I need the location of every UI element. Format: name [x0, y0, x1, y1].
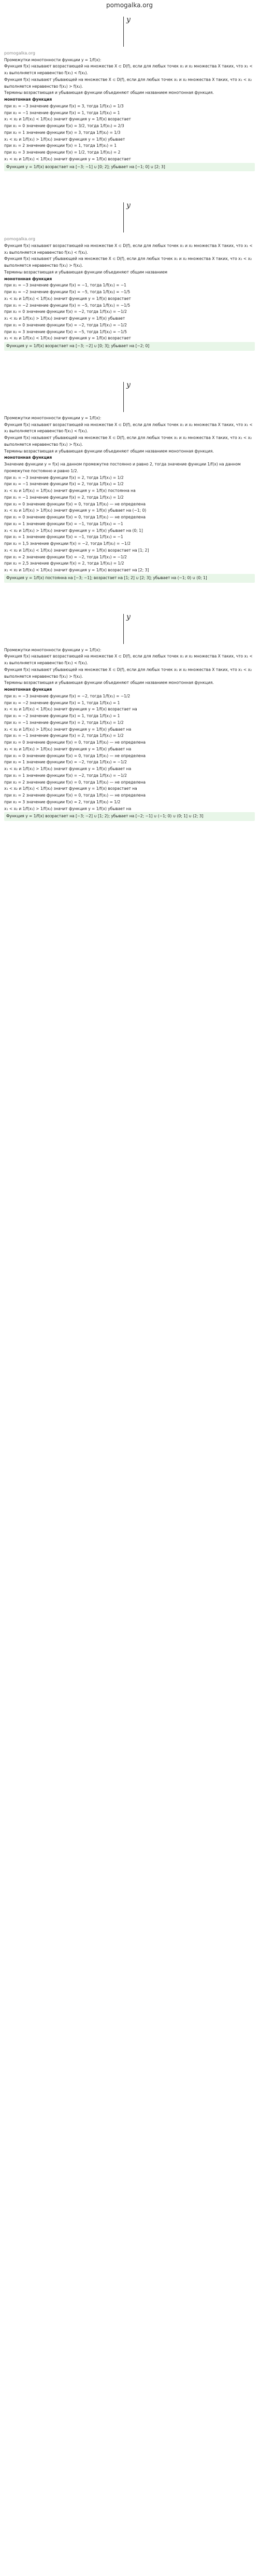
section-separator — [0, 587, 259, 608]
answer-box: Функция y = 1/f(x) возрастает на [−3; −2] ∪ [1; 2); убывает на [−2; −1] ∪ (−1; 0) ∪ (0; 1] ∪ (2; 3] — [4, 812, 255, 821]
solution-line: при x₁ = 0 значение функции f(x) = −2, тогда 1/f(x₁) = −1/2 — [4, 322, 127, 327]
solution-line: при x₁ = 0 значение функции f(x) = 0, тогда 1/f(x₁) — не определена — [4, 753, 146, 758]
solution-line: Промежутки монотонности функции y = 1/f(x): — [4, 57, 102, 62]
solution-line: x₁ < x₂ и 1/f(x₁) > 1/f(x₂) значит функция y = 1/f(x) убывает на — [4, 746, 132, 751]
section-heading: монотонная функция — [4, 276, 52, 281]
y-axis-label: y — [126, 201, 131, 210]
solution-line: Функция f(x) называют убывающей на множестве X ⊂ D(f), если для любых точек x₁ и x₂ множества X таких, что x₁ < x₂ выполняется неравенство f(x₁) > f(x₂). — [4, 256, 252, 268]
site-header[interactable] — [0, 0, 259, 10]
solution-line: x₁ < x₂ и 1/f(x₁) < 1/f(x₂) значит функция y = 1/f(x) возрастает на — [4, 786, 137, 791]
solution-line: Функция f(x) называют убывающей на множестве X ⊂ D(f), если для любых точек x₁ и x₂ множества X таких, что x₁ < x₂ выполняется неравенство f(x₁) > f(x₂). — [4, 435, 252, 447]
solution-line: при x₂ = 3 значение функции f(x) = −5, тогда 1/f(x₂) = −1/5 — [4, 329, 127, 334]
solution-block-4 — [0, 608, 259, 826]
solution-line: при x₁ = −3 значение функции f(x) = −1, тогда 1/f(x₁) = −1 — [4, 283, 126, 288]
y-axis — [123, 614, 124, 644]
section-heading: монотонная функция — [4, 97, 52, 102]
solution-line: при x₂ = −2 значение функции f(x) = 1, тогда 1/f(x₂) = 1 — [4, 700, 120, 705]
solution-line: x₁ < x₂ и 1/f(x₁) < 1/f(x₂) значит функция y = 1/f(x) возрастает на [1; 2] — [4, 547, 149, 553]
solution-block-2 — [0, 196, 259, 355]
section-heading: монотонная функция — [4, 455, 52, 460]
solution-line: x₁ < x₂ и 1/f(x₁) > 1/f(x₂) значит функция y = 1/f(x) убывает на (0; 1] — [4, 528, 143, 533]
graph-figure — [4, 611, 255, 647]
solution-line: x₁ < x₂ и 1/f(x₁) > 1/f(x₂) значит функция y = 1/f(x) убывает — [4, 316, 125, 321]
solution-line: при x₂ = 2,5 значение функции f(x) = 2, тогда 1/f(x₂) = 1/2 — [4, 561, 124, 566]
solution-line: при x₂ = 0 значение функции f(x) = 0, тогда 1/f(x₂) — не определена — [4, 501, 146, 506]
solution-line: при x₁ = 2 значение функции f(x) = 1, тогда 1/f(x₁) = 1 — [4, 143, 117, 148]
solution-line: при x₁ = −3 значение функции f(x) = 2, тогда 1/f(x₁) = 1/2 — [4, 475, 124, 480]
content — [0, 10, 259, 846]
answer-box: Функция y = 1/f(x) возрастает на [−3; −2] ∪ [0; 3]; убывает на [−2; 0] — [4, 342, 255, 351]
solution-line: x₁ < x₂ и 1/f(x₁) > 1/f(x₂) значит функция y = 1/f(x) убывает — [4, 136, 125, 142]
solution-block-1 — [0, 10, 259, 175]
y-axis-label: y — [126, 380, 131, 389]
answer-box: Функция y = 1/f(x) возрастает на [−3; −1] ∪ [0; 2]; убывает на [−1; 0] ∪ [2; 3] — [4, 163, 255, 172]
y-axis-label: y — [126, 16, 131, 24]
solution-line: x₁ < x₂ и 1/f(x₁) < 1/f(x₂) значит функция y = 1/f(x) возрастает — [4, 156, 131, 161]
solution-line: при x₂ = 1 значение функции f(x) = −1, тогда 1/f(x₂) = −1 — [4, 521, 123, 526]
solution-line: при x₂ = −1 значение функции f(x) = 2, тогда 1/f(x₂) = 1/2 — [4, 482, 124, 487]
solution-line: x₁ < x₂ и 1/f(x₁) < 1/f(x₂) значит функция y = 1/f(x) возрастает — [4, 296, 131, 301]
solution-line: Термины возрастающая и убывающая функции объединяют общим названием монотонная функция. — [4, 90, 214, 95]
solution-line: при x₁ = −3 значение функции f(x) = −2, тогда 1/f(x₁) = −1/2 — [4, 693, 131, 698]
solution-line: x₁ < x₂ и 1/f(x₁) < 1/f(x₂) значит функция y = 1/f(x) возрастает на — [4, 707, 137, 712]
solution-line: x₁ < x₂ и 1/f(x₁) > 1/f(x₂) значит функция y = 1/f(x) убывает на (−1; 0) — [4, 508, 147, 513]
y-axis-label: y — [126, 612, 131, 621]
solution-line: при x₂ = 2 значение функции f(x) = 0, тогда 1/f(x₂) — не определена — [4, 779, 146, 785]
solution-line: Функция f(x) называют возрастающей на множестве X ⊂ D(f), если для любых точек x₁ и x₂ множества X таких, что x₁ < x₂ выполняется неравенство f(x₁) < f(x₂). — [4, 64, 253, 76]
section-heading: монотонная функция — [4, 687, 52, 692]
solution-line: Функция f(x) называют возрастающей на множестве X ⊂ D(f), если для любых точек x₁ и x₂ множества X таких, что x₁ < x₂ выполняется неравенство f(x₁) < f(x₂). — [4, 243, 253, 255]
section-separator — [0, 825, 259, 846]
solution-line: x₁ < x₂ и 1/f(x₁) < 1/f(x₂) значит функция y = 1/f(x) возрастает на [2; 3] — [4, 568, 149, 573]
graph-figure — [4, 13, 255, 50]
solution-line: Термины возрастающая и убывающая функции объединяют общим названием монотонная функция. — [4, 680, 214, 686]
solution-line: x₁ < x₂ и 1/f(x₁) < 1/f(x₂) значит функция y = 1/f(x) возрастает — [4, 336, 131, 341]
section-separator — [0, 355, 259, 376]
solution-line: x₁ < x₂ и 1/f(x₁) > 1/f(x₂) значит функция y = 1/f(x) убывает на — [4, 727, 132, 732]
solution-line: при x₁ = 0 значение функции f(x) = 3/2, тогда 1/f(x₁) = 2/3 — [4, 124, 124, 129]
solution-line: при x₁ = −1 значение функции f(x) = 2, тогда 1/f(x₁) = 1/2 — [4, 495, 124, 500]
solution-line: при x₂ = −1 значение функции f(x) = 1, тогда 1/f(x₂) = 1 — [4, 110, 120, 115]
solution-line: при x₂ = 1 значение функции f(x) = 3, тогда 1/f(x₂) = 1/3 — [4, 130, 121, 135]
solution-line: при x₁ = −3 значение функции f(x) = 3, тогда 1/f(x₁) = 1/3 — [4, 103, 124, 108]
y-axis — [123, 17, 124, 47]
watermark-text[interactable]: pomogalka.org — [4, 51, 35, 56]
solution-line: Промежутки монотонности функции y = 1/f(x): — [4, 415, 102, 420]
solution-line: Термины возрастающая и убывающая функции объединяют общим названием монотонная функция. — [4, 448, 214, 454]
solution-line: x₁ < x₂ и 1/f(x₁) < 1/f(x₂) значит функция y = 1/f(x) возрастает — [4, 117, 131, 122]
solution-line: при x₂ = 3 значение функции f(x) = 1/2, тогда 1/f(x₂) = 2 — [4, 150, 121, 155]
solution-line: Функция f(x) называют убывающей на множестве X ⊂ D(f), если для любых точек x₁ и x₂ множества X таких, что x₁ < x₂ выполняется неравенство f(x₁) > f(x₂). — [4, 77, 252, 89]
y-axis — [123, 382, 124, 412]
solution-line: при x₁ = 2 значение функции f(x) = 0, тогда 1/f(x₁) — не определена — [4, 793, 146, 798]
solution-line: при x₂ = 0 значение функции f(x) = −2, тогда 1/f(x₂) = −1/2 — [4, 309, 127, 314]
solution-line: при x₁ = −2 значение функции f(x) = 1, тогда 1/f(x₁) = 1 — [4, 714, 120, 719]
solution-line: при x₁ = 0 значение функции f(x) = 0, тогда 1/f(x₁) — не определена — [4, 515, 146, 520]
solution-line: x₁ < x₂ и 1/f(x₁) > 1/f(x₂) значит функция y = 1/f(x) убывает на — [4, 766, 132, 772]
solution-line: при x₁ = −1 значение функции f(x) = 2, тогда 1/f(x₁) = 1/2 — [4, 733, 124, 738]
solution-line: при x₂ = −1 значение функции f(x) = 2, тогда 1/f(x₂) = 1/2 — [4, 720, 124, 725]
solution-line: при x₂ = 1 значение функции f(x) = −2, тогда 1/f(x₂) = −1/2 — [4, 760, 127, 765]
solution-line: при x₂ = 3 значение функции f(x) = 2, тогда 1/f(x₂) = 1/2 — [4, 799, 121, 804]
solution-line: при x₂ = 0 значение функции f(x) = 0, тогда 1/f(x₂) — не определена — [4, 740, 146, 745]
solution-block-3 — [0, 376, 259, 587]
graph-figure — [4, 379, 255, 415]
solution-line: x₁ < x₂ и 1/f(x₁) = 1/f(x₂) значит функция y = 1/f(x) постоянна на — [4, 488, 136, 494]
solution-line: Промежутки монотонности функции y = 1/f(x): — [4, 647, 102, 652]
solution-line: при x₂ = 1,5 значение функции f(x) = −2, тогда 1/f(x₂) = −1/2 — [4, 541, 131, 546]
solution-line: Значение функции y = f(x) на данном промежутке постоянно и равно 2, тогда значение функции 1/f(x) на данном промежутке постоянно и равно 1/2. — [4, 462, 241, 473]
watermark-text[interactable]: pomogalka.org — [4, 237, 35, 242]
solution-line: при x₂ = −2 значение функции f(x) = −5, тогда 1/f(x₂) = −1/5 — [4, 290, 131, 295]
site-name[interactable]: pomogalka.org — [106, 2, 153, 9]
solution-line: Функция f(x) называют возрастающей на множестве X ⊂ D(f), если для любых точек x₁ и x₂ множества X таких, что x₁ < x₂ выполняется неравенство f(x₁) < f(x₂). — [4, 422, 253, 434]
solution-line: при x₁ = 2 значение функции f(x) = −2, тогда 1/f(x₁) = −1/2 — [4, 554, 127, 559]
solution-line: при x₁ = 1 значение функции f(x) = −1, тогда 1/f(x₁) = −1 — [4, 535, 123, 540]
solution-line: x₁ < x₂ и 1/f(x₁) > 1/f(x₂) значит функция y = 1/f(x) убывает на — [4, 806, 132, 811]
solution-line: Функция f(x) называют убывающей на множестве X ⊂ D(f), если для любых точек x₁ и x₂ множества X таких, что x₁ < x₂ выполняется неравенство f(x₁) > f(x₂). — [4, 667, 252, 679]
y-axis — [123, 202, 124, 232]
solution-line: при x₁ = 1 значение функции f(x) = −2, тогда 1/f(x₁) = −1/2 — [4, 773, 127, 778]
section-separator — [0, 175, 259, 196]
solution-line: при x₁ = −2 значение функции f(x) = −5, тогда 1/f(x₁) = −1/5 — [4, 303, 131, 308]
answer-box: Функция y = 1/f(x) постоянна на [−3; −1]; возрастает на [1; 2] ∪ [2; 3]; убывает на (−1; 0) ∪ (0; 1] — [4, 574, 255, 583]
graph-figure — [4, 199, 255, 236]
solution-line: Функция f(x) называют возрастающей на множестве X ⊂ D(f), если для любых точек x₁ и x₂ множества X таких, что x₁ < x₂ выполняется неравенство f(x₁) < f(x₂). — [4, 654, 253, 666]
solution-line: Термины возрастающая и убывающая функции объединяют общим названием — [4, 269, 168, 275]
